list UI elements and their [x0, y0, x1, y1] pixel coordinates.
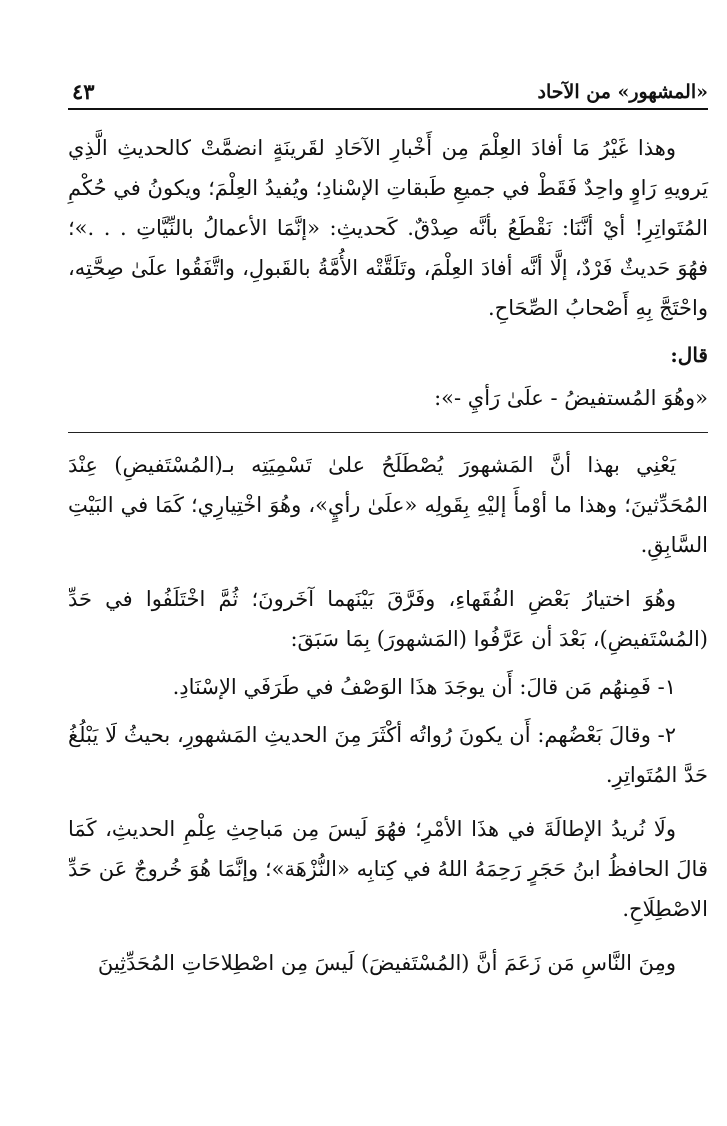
- paragraph-continuation: ومِنَ النَّاسِ مَن زَعَمَ أنَّ (المُسْتَفيضَ) لَيسَ مِن اصْطِلاحَاتِ المُحَدِّثِينَ: [97, 951, 676, 975]
- paragraph-intro: وهذا غَيْرُ مَا أفادَ العِلْمَ مِن أَخْبارِ الآحَادِ لقَرينَةٍ انضمَّتْ كالحديثِ الَّذِي يَرويهِ رَاوٍ واحِدٌ فَقَطْ في جميعِ طَبقاتِ الإسْنادِ؛ ويُفيدُ العِلْمَ؛ ويكونُ في حُكْمِ المُتَواتِرِ! أيْ أنَّنَا: نَقْطَعُ بأنَّه صِدْقٌ. كَحديثِ: «إنَّمَا الأعمالُ بالنِّيَّاتِ . . .»؛ فهُوَ حَديثٌ فَرْدٌ، إلَّا أنَّه أفادَ العِلْمَ، وتَلَقَّتْه الأُمَّةُ بالقَبولِ، واتَّفَقُوا علَىٰ صِحَّتِه، واحْتَجَّ بِهِ أَصْحابُ الصِّحَاحِ.: [68, 136, 708, 320]
- quote-block: [68, 378, 708, 433]
- document-page: [68, 78, 708, 983]
- paragraph-explanation: يَعْنِي بهذا أنَّ المَشهورَ يُصْطَلَحُ علىٰ تَسْمِيَتِه بـ(المُسْتَفيضِ) عِنْدَ المُحَدِّثينَ؛ وهذا ما أوْمأَ إليْهِ بِقَولِه «علَىٰ رأيٍ»، وهُوَ اخْتِيارِي؛ كَمَا في البَيْتِ السَّابِقِ.: [68, 453, 708, 557]
- list-item-one: ١- فَمِنهُم مَن قالَ: أَن يوجَدَ هذَا الوَصْفُ في طَرَفَي الإسْنَادِ.: [172, 675, 676, 699]
- paragraph-digression: ولَا نُريدُ الإطالَةَ في هذَا الأمْرِ؛ فهُوَ لَيسَ مِن مَباحِثِ عِلْمِ الحديثِ، كَمَا قالَ الحافظُ ابنُ حَجَرٍ رَحِمَهُ اللهُ في كِتابِه «النُّزْهَة»؛ وإنَّمَا هُوَ خُروجٌ عَن حَدِّ الاصْطِلَاحِ.: [68, 817, 708, 921]
- verse-quote: «وهُوَ المُستفيضُ - علَىٰ رَأيِ -»:: [434, 386, 708, 410]
- paragraph-difference: وهُوَ اختيارُ بَعْضِ الفُقَهاءِ، وفَرَّقَ بَيْنَهما آخَرونَ؛ ثُمَّ اخْتَلَفُوا في حَدِّ (المُسْتَفيضِ)، بَعْدَ أن عَرَّفُوا (المَشهورَ) بِمَا سَبَقَ:: [68, 587, 708, 651]
- section-heading: قال:: [670, 343, 708, 367]
- page-header: [68, 78, 708, 110]
- page-number: ٤٣: [72, 79, 95, 104]
- list-item-two: ٢- وقالَ بَعْضُهم: أَن يكونَ رُواتُه أكْثَرَ مِنَ الحديثِ المَشهورِ، بحيثُ لَا يَبْلُغُ حَدَّ المُتَواتِرِ.: [68, 723, 708, 787]
- running-title: «المشهور» من الآحاد: [537, 81, 708, 103]
